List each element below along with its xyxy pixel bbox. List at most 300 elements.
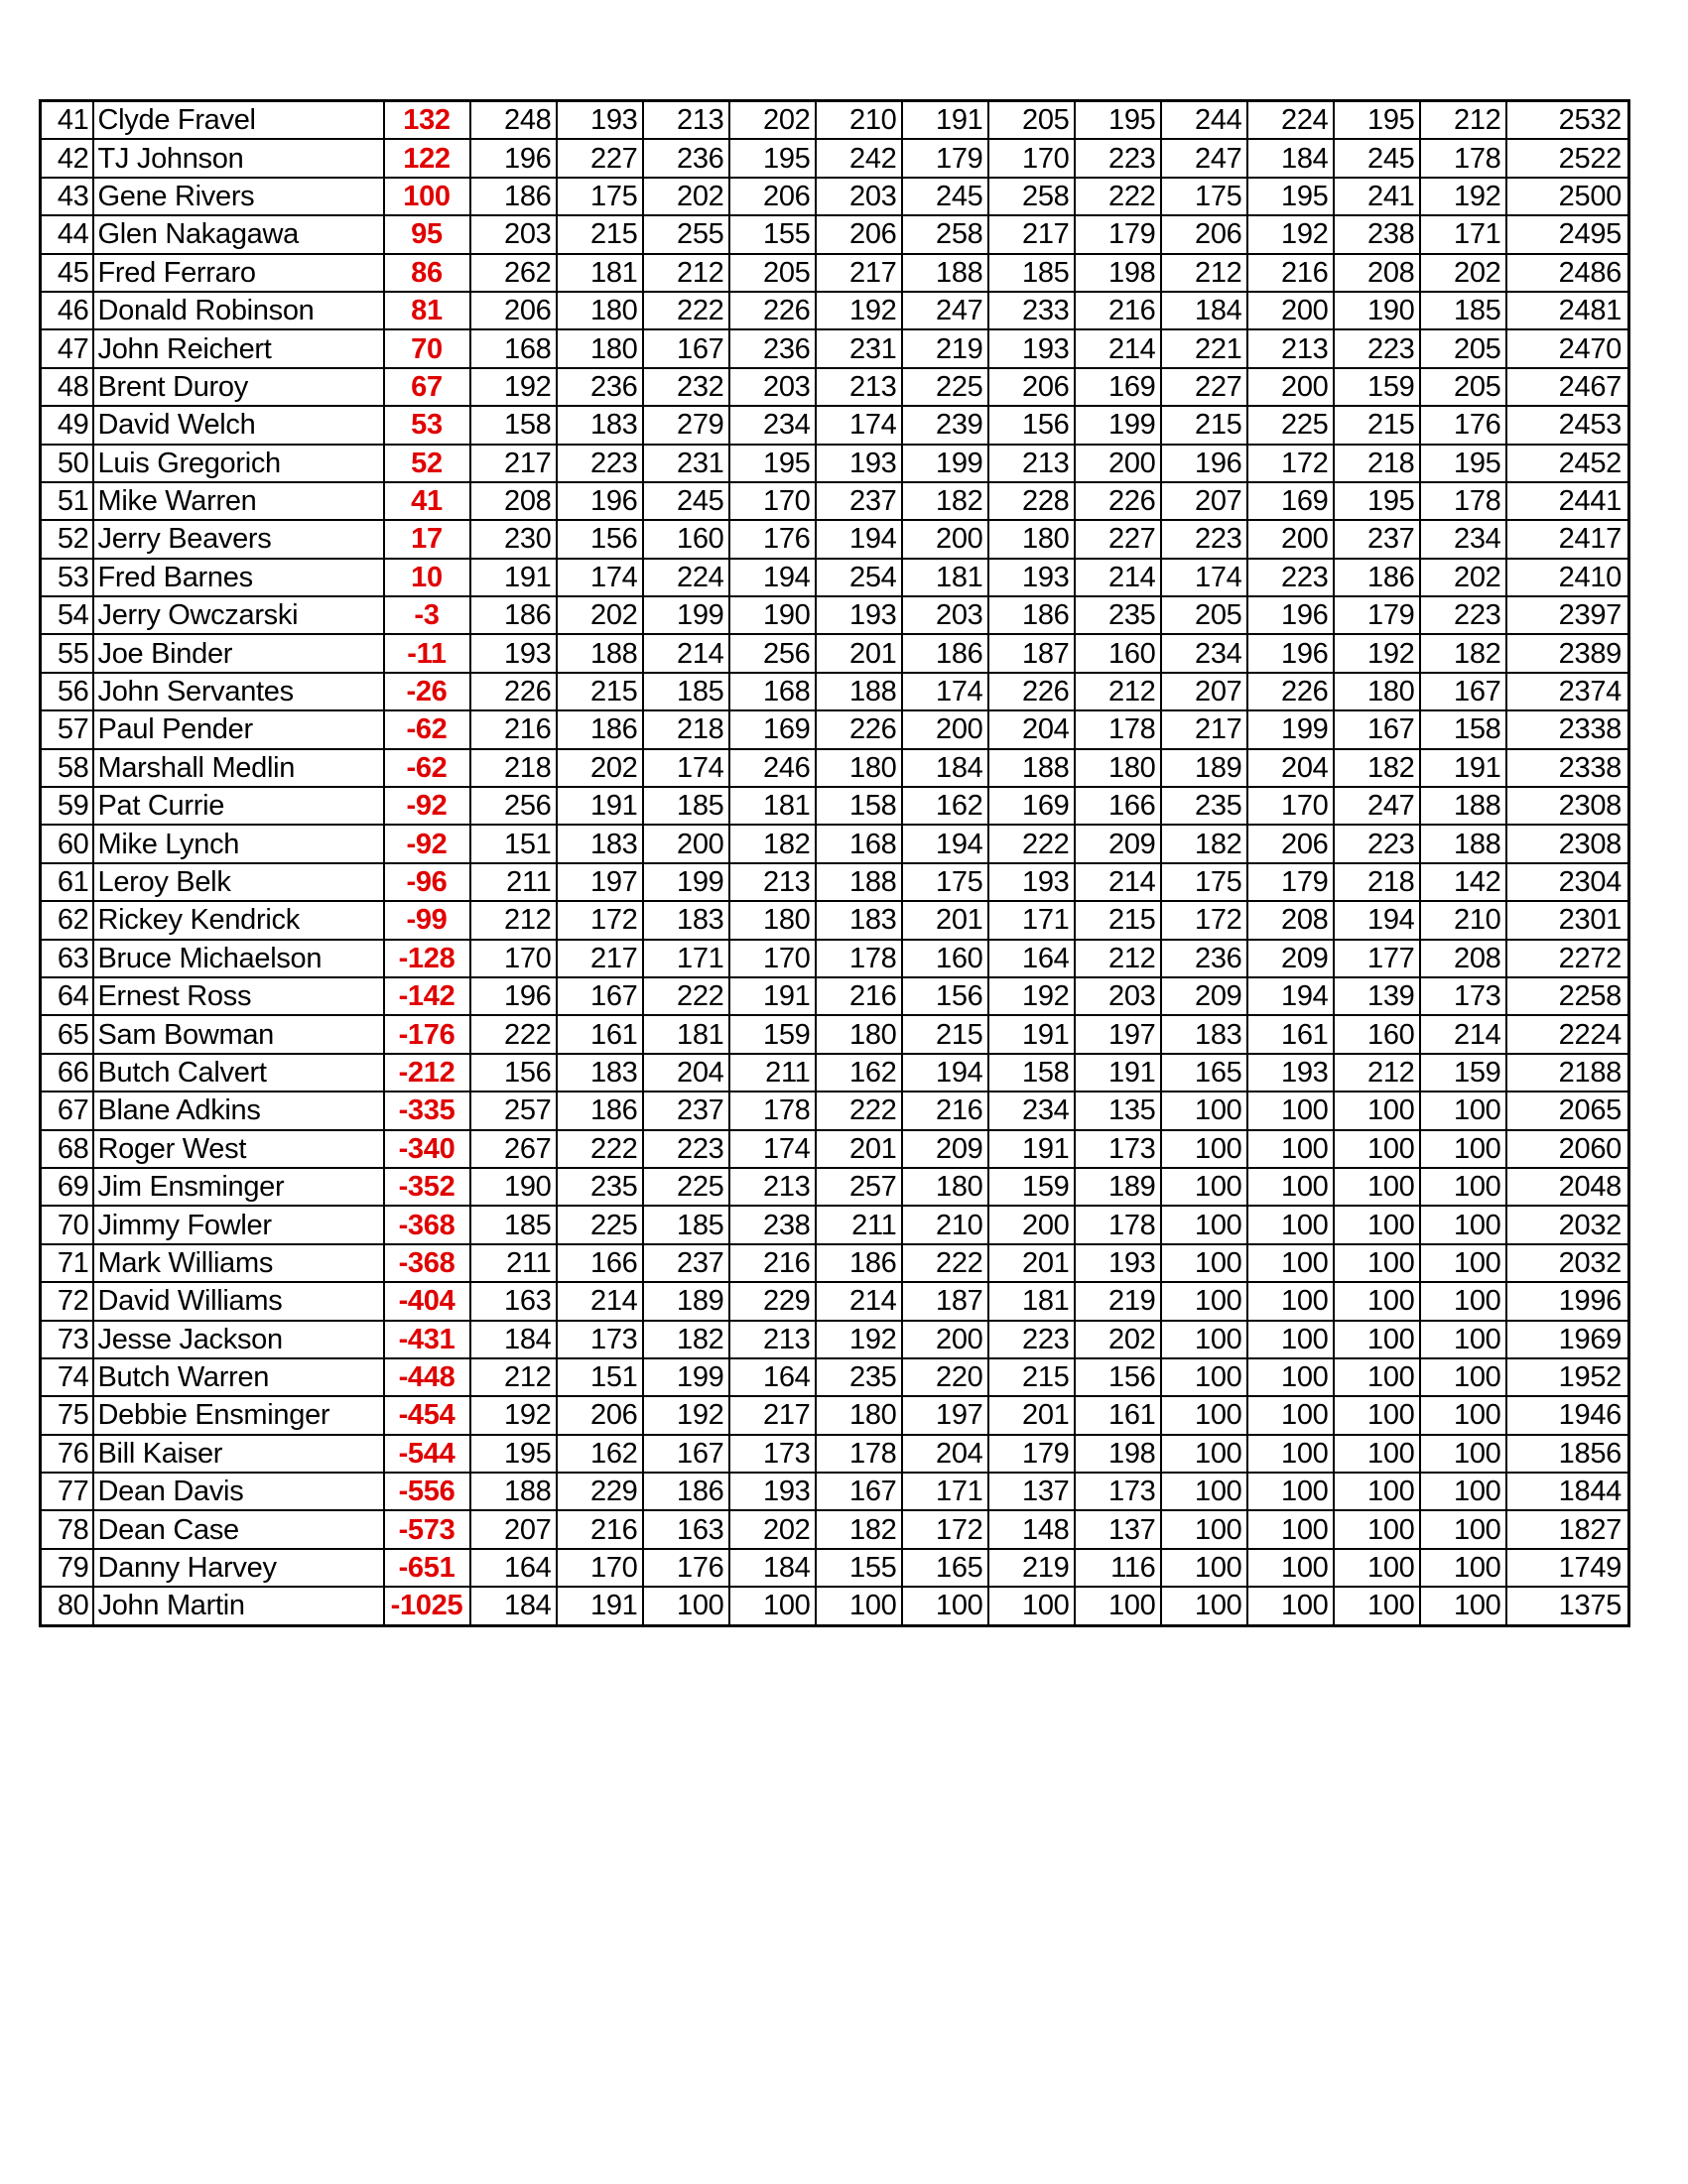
game-score-cell: 234 <box>1420 520 1506 558</box>
game-score-cell: 203 <box>729 368 816 406</box>
game-score-cell: 206 <box>1161 215 1247 253</box>
total-score-cell: 2452 <box>1506 445 1629 482</box>
game-score-cell: 178 <box>1075 1206 1161 1243</box>
game-score-cell: 186 <box>816 1244 902 1282</box>
game-score-cell: 239 <box>902 406 988 444</box>
table-row <box>41 1321 1629 1358</box>
rank-cell: 51 <box>41 482 93 520</box>
game-score-cell: 192 <box>816 292 902 329</box>
game-score-cell: 235 <box>557 1168 643 1206</box>
game-score-cell: 168 <box>470 329 557 367</box>
game-score-cell: 174 <box>557 559 643 596</box>
game-score-cell: 179 <box>1334 596 1420 634</box>
difference-cell: -62 <box>384 710 470 748</box>
game-score-cell: 202 <box>557 596 643 634</box>
rank-cell: 62 <box>41 901 93 939</box>
game-score-cell: 171 <box>902 1473 988 1510</box>
game-score-cell: 171 <box>988 901 1075 939</box>
game-score-cell: 247 <box>902 292 988 329</box>
game-score-cell: 200 <box>1247 292 1334 329</box>
game-score-cell: 216 <box>1075 292 1161 329</box>
game-score-cell: 100 <box>1075 1587 1161 1625</box>
game-score-cell: 205 <box>1420 329 1506 367</box>
game-score-cell: 210 <box>902 1206 988 1243</box>
bowler-name-cell: Jerry Beavers <box>93 520 384 558</box>
rank-cell: 76 <box>41 1435 93 1473</box>
game-score-cell: 169 <box>988 787 1075 825</box>
game-score-cell: 186 <box>557 1092 643 1129</box>
total-score-cell: 1969 <box>1506 1321 1629 1358</box>
bowler-name-cell: Fred Ferraro <box>93 254 384 292</box>
game-score-cell: 184 <box>1247 139 1334 177</box>
game-score-cell: 220 <box>902 1358 988 1396</box>
game-score-cell: 189 <box>643 1282 729 1320</box>
game-score-cell: 226 <box>816 710 902 748</box>
game-score-cell: 100 <box>1247 1549 1334 1587</box>
game-score-cell: 169 <box>729 710 816 748</box>
game-score-cell: 216 <box>470 710 557 748</box>
game-score-cell: 182 <box>729 825 816 862</box>
game-score-cell: 200 <box>902 710 988 748</box>
difference-cell: -404 <box>384 1282 470 1320</box>
game-score-cell: 216 <box>816 977 902 1015</box>
total-score-cell: 2065 <box>1506 1092 1629 1129</box>
total-score-cell: 1946 <box>1506 1396 1629 1434</box>
rank-cell: 80 <box>41 1587 93 1625</box>
difference-cell: 17 <box>384 520 470 558</box>
game-score-cell: 200 <box>988 1206 1075 1243</box>
game-score-cell: 196 <box>470 977 557 1015</box>
game-score-cell: 100 <box>1420 1244 1506 1282</box>
game-score-cell: 194 <box>729 559 816 596</box>
table-row <box>41 215 1629 253</box>
game-score-cell: 214 <box>1075 559 1161 596</box>
game-score-cell: 180 <box>1334 673 1420 710</box>
bowler-name-cell: Jesse Jackson <box>93 1321 384 1358</box>
game-score-cell: 176 <box>643 1549 729 1587</box>
game-score-cell: 100 <box>1334 1396 1420 1434</box>
game-score-cell: 158 <box>1420 710 1506 748</box>
difference-cell: 70 <box>384 329 470 367</box>
game-score-cell: 100 <box>1161 1092 1247 1129</box>
game-score-cell: 245 <box>1334 139 1420 177</box>
rank-cell: 78 <box>41 1510 93 1548</box>
game-score-cell: 178 <box>1420 482 1506 520</box>
game-score-cell: 161 <box>1075 1396 1161 1434</box>
game-score-cell: 184 <box>470 1587 557 1625</box>
game-score-cell: 216 <box>1247 254 1334 292</box>
game-score-cell: 100 <box>1420 1587 1506 1625</box>
game-score-cell: 184 <box>729 1549 816 1587</box>
bowler-name-cell: Roger West <box>93 1130 384 1168</box>
game-score-cell: 223 <box>1334 825 1420 862</box>
game-score-cell: 194 <box>902 825 988 862</box>
rank-cell: 70 <box>41 1206 93 1243</box>
game-score-cell: 181 <box>988 1282 1075 1320</box>
game-score-cell: 183 <box>557 1054 643 1092</box>
game-score-cell: 155 <box>729 215 816 253</box>
game-score-cell: 198 <box>1075 254 1161 292</box>
game-score-cell: 258 <box>988 178 1075 215</box>
rank-cell: 63 <box>41 940 93 977</box>
game-score-cell: 200 <box>902 520 988 558</box>
game-score-cell: 201 <box>988 1396 1075 1434</box>
table-row <box>41 292 1629 329</box>
difference-cell: -26 <box>384 673 470 710</box>
game-score-cell: 100 <box>1420 1435 1506 1473</box>
table-row <box>41 1473 1629 1510</box>
game-score-cell: 213 <box>988 445 1075 482</box>
game-score-cell: 100 <box>1334 1206 1420 1243</box>
standings-table <box>39 99 1630 1627</box>
difference-cell: 53 <box>384 406 470 444</box>
rank-cell: 73 <box>41 1321 93 1358</box>
game-score-cell: 183 <box>816 901 902 939</box>
game-score-cell: 205 <box>729 254 816 292</box>
table-row <box>41 1282 1629 1320</box>
game-score-cell: 170 <box>1247 787 1334 825</box>
difference-cell: -142 <box>384 977 470 1015</box>
game-score-cell: 201 <box>816 1130 902 1168</box>
game-score-cell: 100 <box>1161 1358 1247 1396</box>
bowler-name-cell: Pat Currie <box>93 787 384 825</box>
table-row <box>41 1054 1629 1092</box>
game-score-cell: 100 <box>1334 1473 1420 1510</box>
game-score-cell: 167 <box>1334 710 1420 748</box>
game-score-cell: 193 <box>729 1473 816 1510</box>
game-score-cell: 262 <box>470 254 557 292</box>
game-score-cell: 172 <box>557 901 643 939</box>
game-score-cell: 159 <box>729 1015 816 1053</box>
bowler-name-cell: Gene Rivers <box>93 178 384 215</box>
bowler-name-cell: Mike Warren <box>93 482 384 520</box>
game-score-cell: 100 <box>1161 1321 1247 1358</box>
game-score-cell: 168 <box>729 673 816 710</box>
game-score-cell: 234 <box>988 1092 1075 1129</box>
rank-cell: 41 <box>41 101 93 140</box>
game-score-cell: 100 <box>1420 1473 1506 1510</box>
game-score-cell: 195 <box>729 445 816 482</box>
game-score-cell: 217 <box>988 215 1075 253</box>
game-score-cell: 206 <box>988 368 1075 406</box>
game-score-cell: 213 <box>643 101 729 140</box>
game-score-cell: 171 <box>643 940 729 977</box>
game-score-cell: 217 <box>1161 710 1247 748</box>
game-score-cell: 180 <box>988 520 1075 558</box>
game-score-cell: 200 <box>643 825 729 862</box>
game-score-cell: 100 <box>816 1587 902 1625</box>
rank-cell: 58 <box>41 749 93 787</box>
total-score-cell: 2500 <box>1506 178 1629 215</box>
bowler-name-cell: Paul Pender <box>93 710 384 748</box>
game-score-cell: 172 <box>1161 901 1247 939</box>
bowler-name-cell: Mike Lynch <box>93 825 384 862</box>
game-score-cell: 222 <box>557 1130 643 1168</box>
table-row <box>41 445 1629 482</box>
game-score-cell: 100 <box>1420 1206 1506 1243</box>
game-score-cell: 156 <box>1075 1358 1161 1396</box>
game-score-cell: 187 <box>902 1282 988 1320</box>
game-score-cell: 186 <box>1334 559 1420 596</box>
total-score-cell: 2048 <box>1506 1168 1629 1206</box>
game-score-cell: 199 <box>1247 710 1334 748</box>
game-score-cell: 193 <box>816 596 902 634</box>
game-score-cell: 100 <box>1334 1435 1420 1473</box>
game-score-cell: 257 <box>816 1168 902 1206</box>
game-score-cell: 222 <box>643 292 729 329</box>
game-score-cell: 100 <box>1247 1510 1334 1548</box>
game-score-cell: 256 <box>470 787 557 825</box>
difference-cell: -128 <box>384 940 470 977</box>
game-score-cell: 226 <box>1075 482 1161 520</box>
game-score-cell: 151 <box>557 1358 643 1396</box>
game-score-cell: 200 <box>902 1321 988 1358</box>
game-score-cell: 180 <box>1075 749 1161 787</box>
game-score-cell: 100 <box>1247 1282 1334 1320</box>
game-score-cell: 214 <box>816 1282 902 1320</box>
game-score-cell: 225 <box>1247 406 1334 444</box>
table-row <box>41 368 1629 406</box>
game-score-cell: 100 <box>1334 1244 1420 1282</box>
game-score-cell: 202 <box>1420 254 1506 292</box>
game-score-cell: 196 <box>1161 445 1247 482</box>
total-score-cell: 2032 <box>1506 1206 1629 1243</box>
difference-cell: 100 <box>384 178 470 215</box>
game-score-cell: 186 <box>557 710 643 748</box>
game-score-cell: 181 <box>902 559 988 596</box>
difference-cell: -368 <box>384 1244 470 1282</box>
game-score-cell: 100 <box>1334 1358 1420 1396</box>
rank-cell: 53 <box>41 559 93 596</box>
game-score-cell: 223 <box>643 1130 729 1168</box>
game-score-cell: 100 <box>1247 1130 1334 1168</box>
game-score-cell: 100 <box>1247 1244 1334 1282</box>
difference-cell: 41 <box>384 482 470 520</box>
game-score-cell: 161 <box>557 1015 643 1053</box>
game-score-cell: 161 <box>1247 1015 1334 1053</box>
game-score-cell: 215 <box>902 1015 988 1053</box>
game-score-cell: 187 <box>988 634 1075 672</box>
game-score-cell: 100 <box>1334 1168 1420 1206</box>
game-score-cell: 190 <box>729 596 816 634</box>
total-score-cell: 2397 <box>1506 596 1629 634</box>
bowler-name-cell: Jim Ensminger <box>93 1168 384 1206</box>
game-score-cell: 173 <box>1075 1473 1161 1510</box>
game-score-cell: 179 <box>988 1435 1075 1473</box>
bowler-name-cell: Jerry Owczarski <box>93 596 384 634</box>
game-score-cell: 195 <box>1247 178 1334 215</box>
game-score-cell: 192 <box>1420 178 1506 215</box>
game-score-cell: 160 <box>643 520 729 558</box>
game-score-cell: 135 <box>1075 1092 1161 1129</box>
game-score-cell: 228 <box>988 482 1075 520</box>
game-score-cell: 215 <box>988 1358 1075 1396</box>
difference-cell: 122 <box>384 139 470 177</box>
table-row <box>41 482 1629 520</box>
game-score-cell: 182 <box>643 1321 729 1358</box>
game-score-cell: 214 <box>557 1282 643 1320</box>
game-score-cell: 188 <box>902 254 988 292</box>
game-score-cell: 212 <box>1075 673 1161 710</box>
game-score-cell: 218 <box>470 749 557 787</box>
table-row <box>41 1244 1629 1282</box>
game-score-cell: 186 <box>902 634 988 672</box>
rank-cell: 44 <box>41 215 93 253</box>
difference-cell: -1025 <box>384 1587 470 1625</box>
game-score-cell: 174 <box>1161 559 1247 596</box>
game-score-cell: 185 <box>643 673 729 710</box>
game-score-cell: 169 <box>1075 368 1161 406</box>
game-score-cell: 196 <box>557 482 643 520</box>
game-score-cell: 176 <box>729 520 816 558</box>
total-score-cell: 2338 <box>1506 710 1629 748</box>
game-score-cell: 217 <box>470 445 557 482</box>
difference-cell: 10 <box>384 559 470 596</box>
game-score-cell: 200 <box>1247 368 1334 406</box>
game-score-cell: 226 <box>729 292 816 329</box>
table-row <box>41 901 1629 939</box>
bowler-name-cell: Glen Nakagawa <box>93 215 384 253</box>
rank-cell: 61 <box>41 863 93 901</box>
game-score-cell: 227 <box>1161 368 1247 406</box>
game-score-cell: 178 <box>1420 139 1506 177</box>
table-row <box>41 787 1629 825</box>
game-score-cell: 184 <box>1161 292 1247 329</box>
game-score-cell: 186 <box>470 596 557 634</box>
difference-cell: 81 <box>384 292 470 329</box>
table-row <box>41 1549 1629 1587</box>
game-score-cell: 178 <box>816 940 902 977</box>
table-row <box>41 863 1629 901</box>
total-score-cell: 2308 <box>1506 825 1629 862</box>
rank-cell: 57 <box>41 710 93 748</box>
game-score-cell: 193 <box>816 445 902 482</box>
game-score-cell: 100 <box>729 1587 816 1625</box>
game-score-cell: 175 <box>902 863 988 901</box>
game-score-cell: 193 <box>988 863 1075 901</box>
game-score-cell: 192 <box>816 1321 902 1358</box>
game-score-cell: 171 <box>1420 215 1506 253</box>
table-row <box>41 139 1629 177</box>
game-score-cell: 222 <box>470 1015 557 1053</box>
table-row <box>41 749 1629 787</box>
game-score-cell: 165 <box>1161 1054 1247 1092</box>
difference-cell: -335 <box>384 1092 470 1129</box>
game-score-cell: 100 <box>1420 1282 1506 1320</box>
game-score-cell: 164 <box>988 940 1075 977</box>
rank-cell: 69 <box>41 1168 93 1206</box>
total-score-cell: 2453 <box>1506 406 1629 444</box>
rank-cell: 46 <box>41 292 93 329</box>
bowler-name-cell: Dean Case <box>93 1510 384 1548</box>
game-score-cell: 235 <box>1161 787 1247 825</box>
game-score-cell: 197 <box>1075 1015 1161 1053</box>
game-score-cell: 202 <box>729 101 816 140</box>
table-row <box>41 1130 1629 1168</box>
total-score-cell: 2441 <box>1506 482 1629 520</box>
difference-cell: -454 <box>384 1396 470 1434</box>
game-score-cell: 195 <box>729 139 816 177</box>
game-score-cell: 202 <box>1420 559 1506 596</box>
game-score-cell: 238 <box>1334 215 1420 253</box>
game-score-cell: 215 <box>557 215 643 253</box>
game-score-cell: 160 <box>1334 1015 1420 1053</box>
game-score-cell: 234 <box>729 406 816 444</box>
game-score-cell: 188 <box>988 749 1075 787</box>
game-score-cell: 191 <box>470 559 557 596</box>
game-score-cell: 100 <box>988 1587 1075 1625</box>
difference-cell: -176 <box>384 1015 470 1053</box>
game-score-cell: 100 <box>1247 1587 1334 1625</box>
game-score-cell: 174 <box>902 673 988 710</box>
game-score-cell: 193 <box>1075 1244 1161 1282</box>
game-score-cell: 222 <box>902 1244 988 1282</box>
game-score-cell: 182 <box>1420 634 1506 672</box>
game-score-cell: 180 <box>902 1168 988 1206</box>
game-score-cell: 226 <box>470 673 557 710</box>
game-score-cell: 169 <box>1247 482 1334 520</box>
game-score-cell: 100 <box>1334 1130 1420 1168</box>
game-score-cell: 199 <box>902 445 988 482</box>
game-score-cell: 235 <box>1075 596 1161 634</box>
table-row <box>41 596 1629 634</box>
game-score-cell: 203 <box>816 178 902 215</box>
game-score-cell: 223 <box>1247 559 1334 596</box>
game-score-cell: 184 <box>470 1321 557 1358</box>
game-score-cell: 234 <box>1161 634 1247 672</box>
bowler-name-cell: Butch Warren <box>93 1358 384 1396</box>
game-score-cell: 100 <box>1161 1435 1247 1473</box>
game-score-cell: 100 <box>1420 1092 1506 1129</box>
game-score-cell: 173 <box>557 1321 643 1358</box>
game-score-cell: 162 <box>902 787 988 825</box>
game-score-cell: 231 <box>816 329 902 367</box>
game-score-cell: 186 <box>643 1473 729 1510</box>
total-score-cell: 2308 <box>1506 787 1629 825</box>
game-score-cell: 223 <box>1161 520 1247 558</box>
bowler-name-cell: Bill Kaiser <box>93 1435 384 1473</box>
game-score-cell: 100 <box>1161 1510 1247 1548</box>
total-score-cell: 2417 <box>1506 520 1629 558</box>
game-score-cell: 214 <box>643 634 729 672</box>
game-score-cell: 225 <box>643 1168 729 1206</box>
game-score-cell: 188 <box>816 673 902 710</box>
game-score-cell: 116 <box>1075 1549 1161 1587</box>
game-score-cell: 193 <box>1247 1054 1334 1092</box>
game-score-cell: 210 <box>816 101 902 140</box>
game-score-cell: 185 <box>470 1206 557 1243</box>
game-score-cell: 236 <box>643 139 729 177</box>
total-score-cell: 2374 <box>1506 673 1629 710</box>
rank-cell: 71 <box>41 1244 93 1282</box>
game-score-cell: 247 <box>1161 139 1247 177</box>
game-score-cell: 160 <box>902 940 988 977</box>
total-score-cell: 2486 <box>1506 254 1629 292</box>
game-score-cell: 178 <box>816 1435 902 1473</box>
game-score-cell: 279 <box>643 406 729 444</box>
rank-cell: 48 <box>41 368 93 406</box>
game-score-cell: 195 <box>470 1435 557 1473</box>
game-score-cell: 100 <box>1161 1549 1247 1587</box>
game-score-cell: 207 <box>470 1510 557 1548</box>
game-score-cell: 215 <box>557 673 643 710</box>
game-score-cell: 180 <box>557 329 643 367</box>
game-score-cell: 229 <box>557 1473 643 1510</box>
game-score-cell: 182 <box>1334 749 1420 787</box>
game-score-cell: 168 <box>816 825 902 862</box>
game-score-cell: 175 <box>1161 178 1247 215</box>
game-score-cell: 255 <box>643 215 729 253</box>
